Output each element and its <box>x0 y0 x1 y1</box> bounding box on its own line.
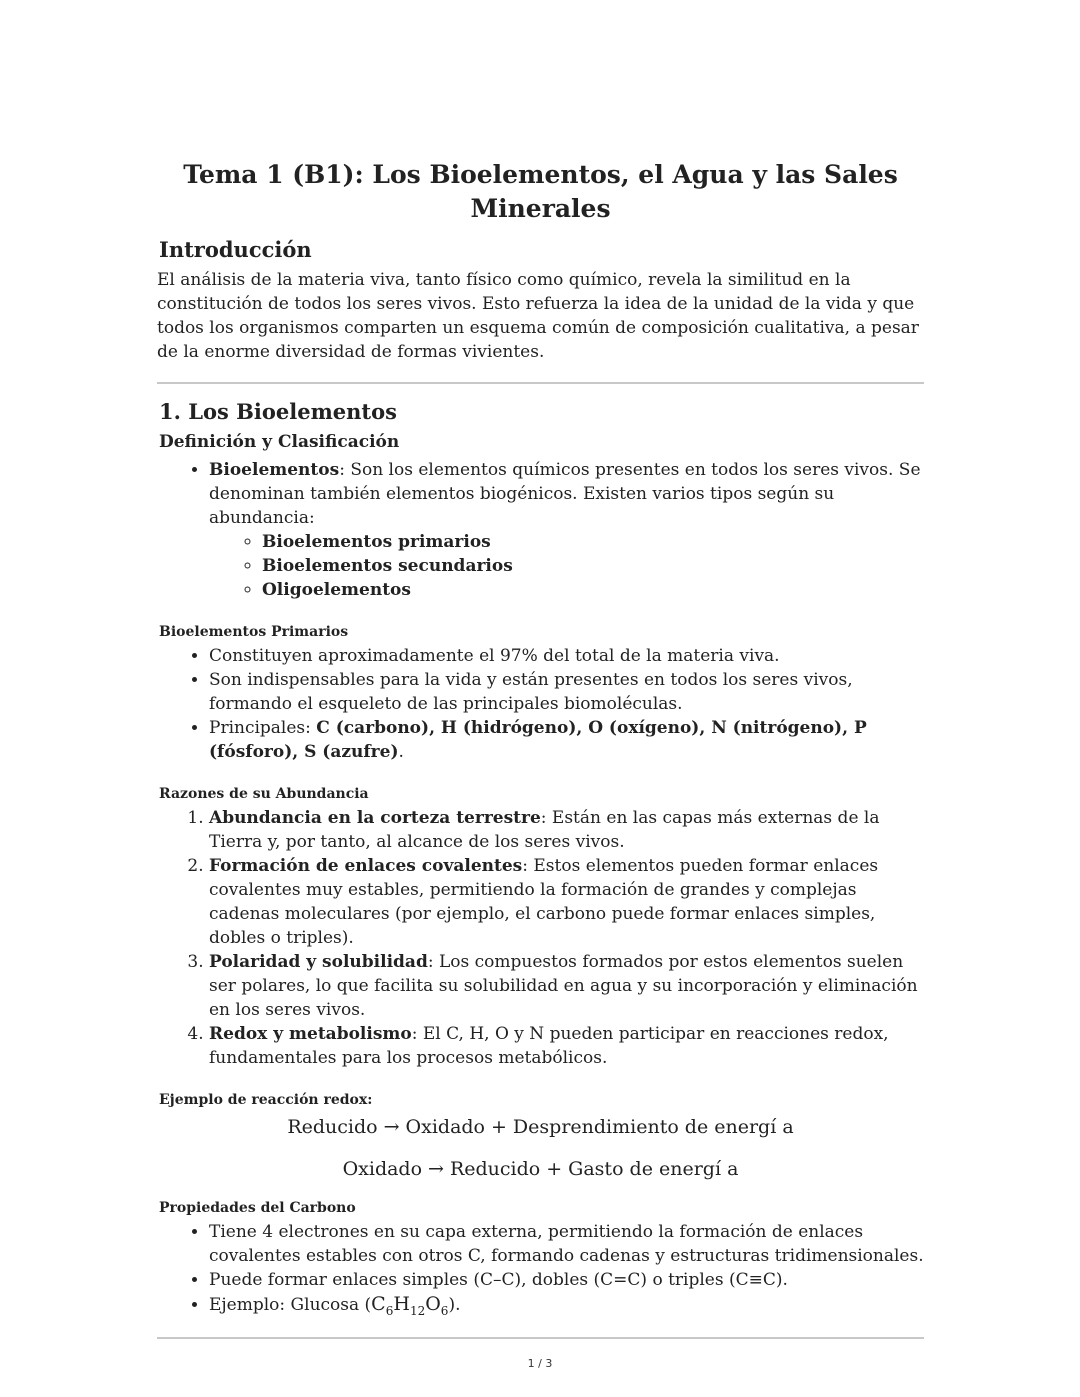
redox-equation-2: Oxidado → Reducido + Gasto de energí a <box>342 1158 739 1180</box>
list-item: 1. Abundancia en la corteza terrestre: Están en las capas más externas de la Tierra y, por tanto, al alcance de los seres vivos. <box>209 806 924 854</box>
glucose-formula: $C_6H_{12}O_6$ <box>371 1293 449 1318</box>
definicion-list <box>157 458 924 602</box>
list-item: ◦ Bioelementos primarios <box>262 530 924 554</box>
list-item: 2. Formación de enlaces covalentes: Estos elementos pueden formar enlaces covalentes muy estables, permitiendo la formación de grandes y complejas cadenas moleculares (por ejemplo, el carbono puede formar enlaces simples, dobles o triples). <box>209 854 924 950</box>
arrow-icon: → <box>428 1158 444 1180</box>
list-item: 3. Polaridad y solubilidad: Los compuestos formados por estos elementos suelen ser polares, lo que facilita su solubilidad en agua y su incorporación y eliminación en los seres vivos. <box>209 950 924 1022</box>
primarios-heading: Bioelementos Primarios <box>159 624 349 640</box>
intro-paragraph: El análisis de la materia viva, tanto físico como químico, revela la similitud en la constitución de todos los seres vivos. Esto refuerza la idea de la unidad de la vida y que todos los organismos comparten un esquema común de composición cualitativa, a pesar de la enorme diversidad de formas vivientes. <box>157 270 919 362</box>
divider <box>157 382 924 384</box>
list-item: • Ejemplo: Glucosa $(C_6H_{12}O_6)$. <box>209 1292 924 1323</box>
definicion-heading: Definición y Clasificación <box>159 432 400 452</box>
types-list <box>209 530 924 602</box>
term: Bioelementos <box>209 460 340 480</box>
redox-equation-1: Reducido → Oxidado + Desprendimiento de energí a <box>287 1116 794 1138</box>
list-item: • Tiene 4 electrones en su capa externa, permitiendo la formación de enlaces covalentes estables con otros C, formando cadenas y estructuras tridimensionales. <box>209 1220 924 1268</box>
page-title: Tema 1 (B1): Los Bioelementos, el Agua y las Sales Minerales <box>183 160 898 223</box>
page-number: 1 / 3 <box>527 1357 553 1370</box>
list-item: • Constituyen aproximadamente el 97% del total de la materia viva. <box>209 644 924 668</box>
list-item: • Puede formar enlaces simples (C–C), dobles (C=C) o triples (C≡C). <box>209 1268 924 1292</box>
section1-heading: 1. Los Bioelementos <box>159 399 397 424</box>
definition-text: : Son los elementos químicos presentes en todos los seres vivos. Se denominan también elementos biogénicos. Existen varios tipos según su abundancia: <box>209 460 921 528</box>
carbono-heading: Propiedades del Carbono <box>159 1200 356 1216</box>
intro-heading: Introducción <box>159 237 312 262</box>
redox-heading: Ejemplo de reacción redox: <box>159 1092 373 1108</box>
arrow-icon: → <box>383 1116 400 1138</box>
list-item: • Principales: C (carbono), H (hidrógeno), O (oxígeno), N (nitrógeno), P (fósforo), S (azufre). <box>209 716 924 764</box>
razones-heading: Razones de su Abundancia <box>159 786 369 802</box>
list-item: ◦ Oligoelementos <box>262 578 924 602</box>
list-item: 4. Redox y metabolismo: El C, H, O y N pueden participar en reacciones redox, fundamentales para los procesos metabólicos. <box>209 1022 924 1070</box>
carbono-list <box>157 1220 924 1323</box>
list-item <box>209 458 924 602</box>
primarios-list <box>157 644 924 764</box>
list-item: • Son indispensables para la vida y están presentes en todos los seres vivos, formando el esqueleto de las principales biomoléculas. <box>209 668 924 716</box>
list-item: ◦ Bioelementos secundarios <box>262 554 924 578</box>
document-content <box>157 158 924 1353</box>
razones-list <box>157 806 924 1070</box>
divider <box>157 1337 924 1339</box>
